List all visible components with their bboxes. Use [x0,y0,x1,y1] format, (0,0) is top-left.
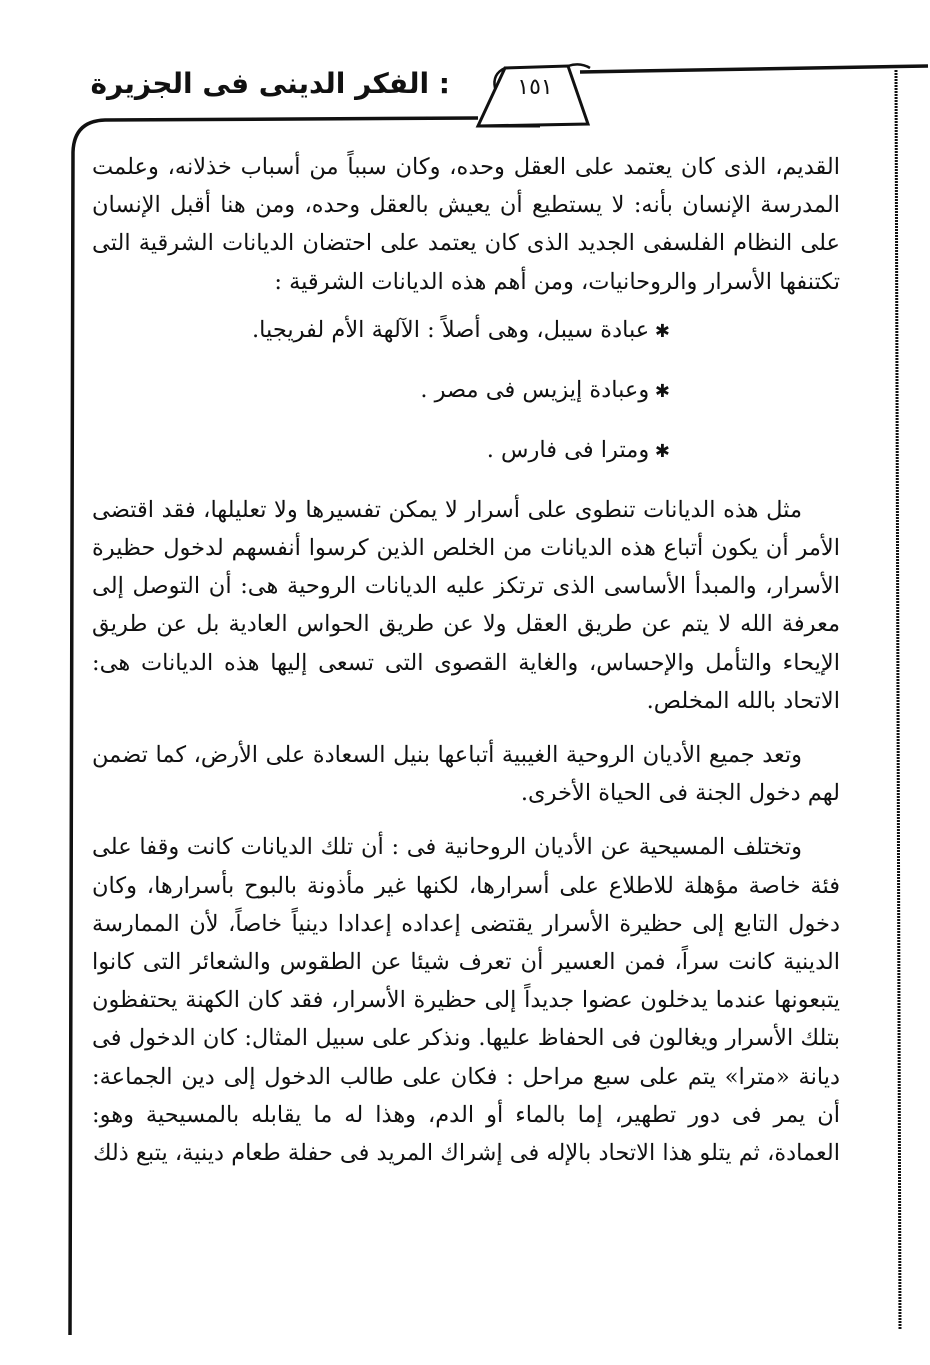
bullet-item-2: ✱ وعبادة إيزيس فى مصر . [92,371,670,411]
bullet-list [92,311,840,471]
running-title: : الفكر الدينى فى الجزيرة [90,67,450,100]
paragraph-1: القديم، الذى كان يعتمد على العقل وحده، وكان سبباً من أسباب خذلانه، وعلمت المدرسة الإنسان بأنه: لا يستطيع أن يعيش بالعقل وحده، ومن هنا أقبل الإنسان على النظام الفلسفى الجديد الذى كان يعتمد على احتضان الديانات الشرقية التى تكتنفها الأسرار والروحانيات، ومن أهم هذه الديانات الشرقية : [92,154,840,295]
paragraph-2: مثل هذه الديانات تنطوى على أسرار لا يمكن تفسيرها ولا تعليلها، فقد اقتضى الأمر أن يكون أتباع هذه الديانات من الخلص الذين كرسوا أنفسهم لدخول حظيرة الأسرار، والمبدأ الأساسى الذى ترتكز عليه الديانات الروحية هى: أن التوصل إلى معرفة الله لا يتم عن طريق العقل ولا عن طريق الحواس العادية بل عن طريق الإيحاء والتأمل والإحساس، والغاية القصوى التى تسعى إليها هذه الديانات هى: الاتحاد بالله المخلص. [92,496,840,714]
page-body [92,148,840,1172]
paragraph-3: وتعد جميع الأديان الروحية الغيبية أتباعها بنيل السعادة على الأرض، كما تضمن لهم دخول الجنة فى الحياة الأخرى. [92,742,840,807]
bullet-item-3: ✱ ومترا فى فارس . [92,431,670,471]
page-number: ١٥١ [517,75,553,100]
bullet-item-1: ✱ عبادة سيبل، وهى أصلاً : الآلهة الأم لفريجيا. [92,311,670,351]
paragraph-4: وتختلف المسيحية عن الأديان الروحانية فى : أن تلك الديانات كانت وقفا على فئة خاصة مؤهلة للاطلاع على أسرارها، لكنها غير مأذونة بالبوح بأسرارها، وكان دخول التابع إلى حظيرة الأسرار يقتضى إعداده إعدادا دينياً خاصاً، لأن الممارسة الدينية كانت سراً، فمن العسير أن تعرف شيئا عن الطقوس والشعائر التى كانوا يتبعونها عندما يدخلون عضوا جديداً إلى حظيرة الأسرار، فقد كان الكهنة يحتفظون بتلك الأسرار ويغالون فى الحفاظ عليها. ونذكر على سبيل المثال: كان الدخول فى ديانة «مترا» يتم على سبع مراحل : فكان على طالب الدخول إلى دين الجماعة: أن يمر فى دور تطهير، إما بالماء أو الدم، وهذا له ما يقابله بالمسيحية وهو: العمادة، ثم يتلو هذا الاتحاد بالإله فى إشراك المريد فى حفلة طعام دينية، يتبع ذلك [92,834,840,1167]
